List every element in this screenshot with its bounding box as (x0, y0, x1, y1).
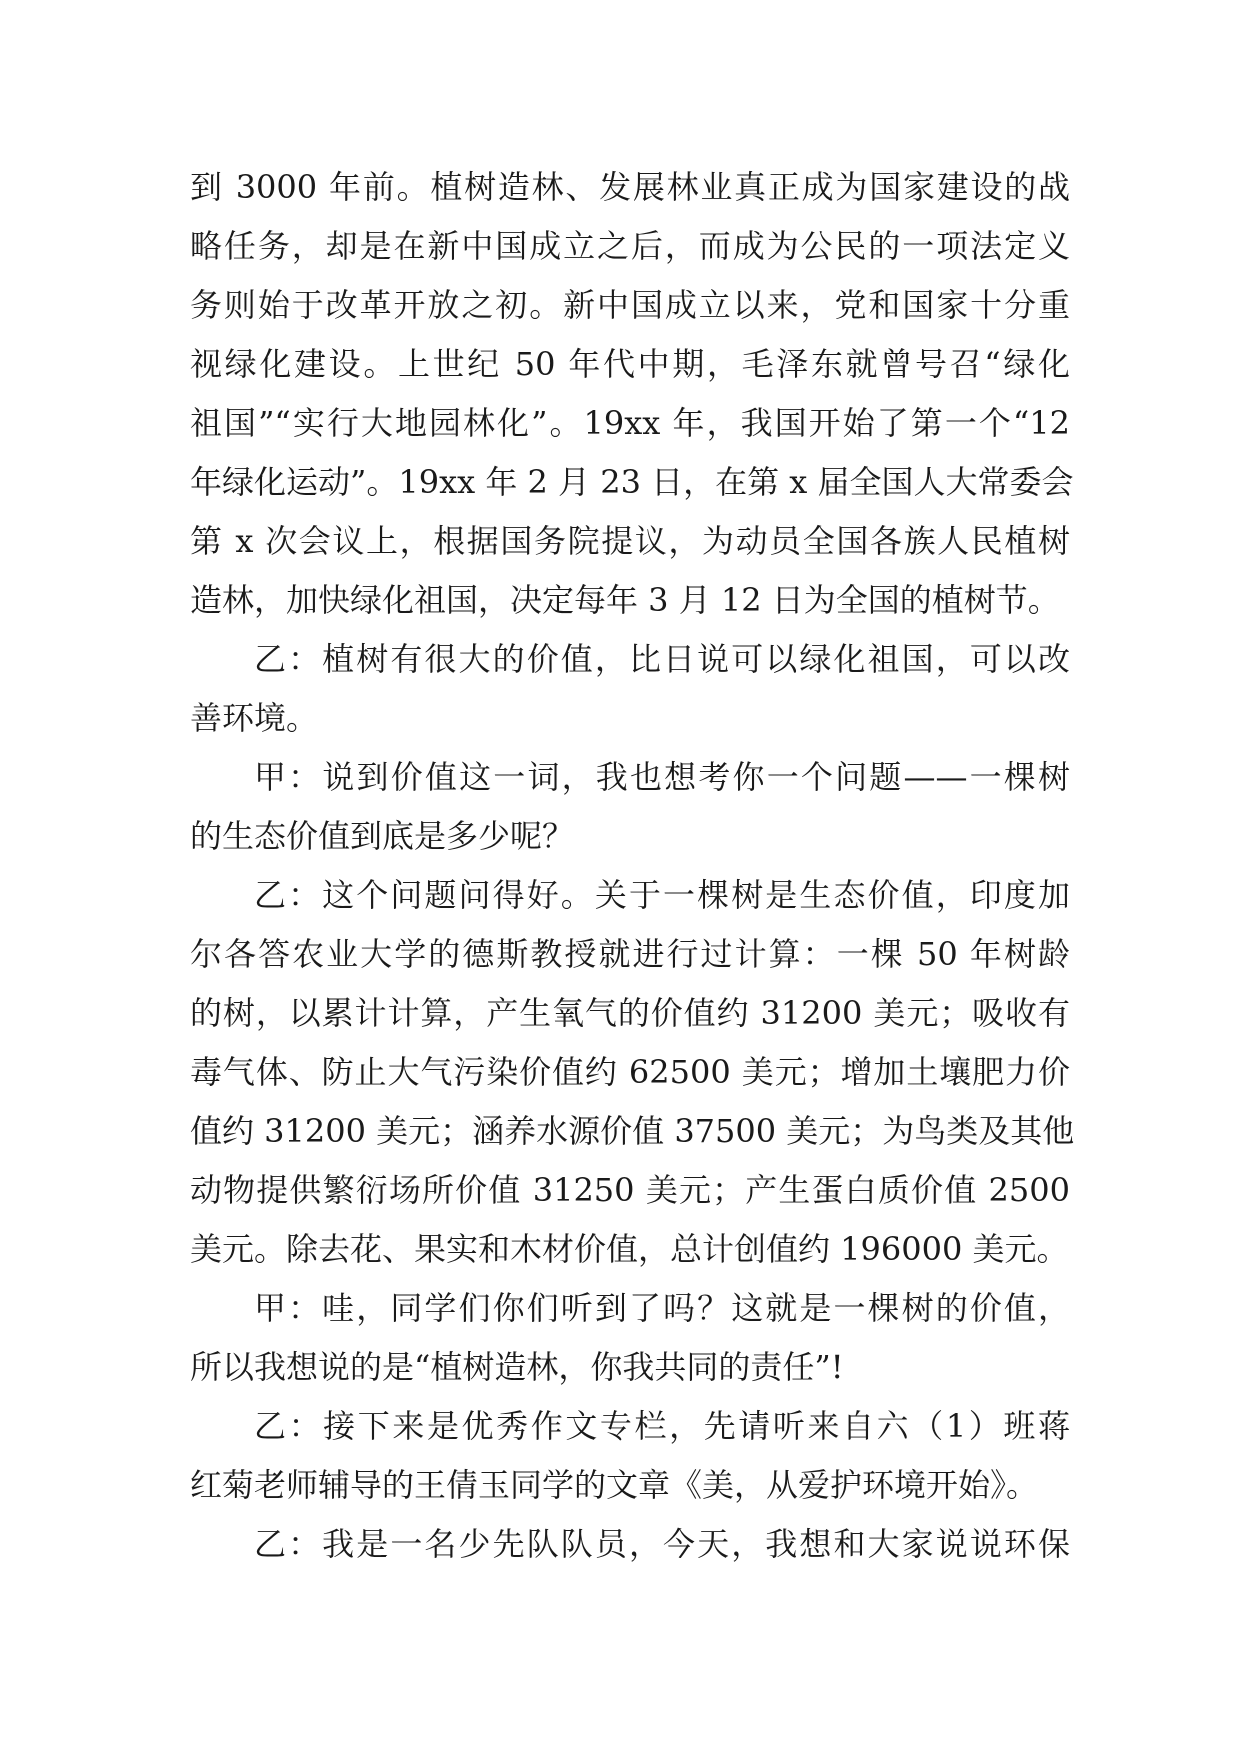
text-line: 值约 31200 美元；涵养水源价值 37500 美元；为鸟类及其他 (190, 1112, 1075, 1150)
text-line: 毒气体、防止大气污染价值约 62500 美元；增加土壤肥力价 (190, 1053, 1070, 1091)
text-line: 第 x 次会议上，根据国务院提议，为动员全国各族人民植树 (190, 522, 1070, 560)
text-line: 的树，以累计计算，产生氧气的价值约 31200 美元；吸收有 (190, 994, 1070, 1032)
text-line: 甲：哇，同学们你们听到了吗？这就是一棵树的价值， (254, 1289, 1070, 1327)
text-line: 到 3000 年前。植树造林、发展林业真正成为国家建设的战 (190, 168, 1070, 206)
text-line: 务则始于改革开放之初。新中国成立以来，党和国家十分重 (190, 286, 1070, 324)
text-line: 甲：说到价值这一词，我也想考你一个问题——一棵树 (254, 758, 1070, 796)
text-line: 年绿化运动”。19xx 年 2 月 23 日，在第 x 届全国人大常委会 (190, 463, 1074, 501)
text-line: 尔各答农业大学的德斯教授就进行过计算：一棵 50 年树龄 (190, 935, 1070, 973)
text-line: 乙：我是一名少先队队员，今天，我想和大家说说环保 (254, 1525, 1070, 1563)
text-line: 略任务，却是在新中国成立之后，而成为公民的一项法定义 (190, 227, 1070, 265)
text-line: 红菊老师辅导的王倩玉同学的文章《美，从爱护环境开始》。 (190, 1466, 1039, 1504)
text-line: 的生态价值到底是多少呢？ (190, 817, 575, 855)
document-body (190, 158, 1075, 1574)
text-line: 乙：这个问题问得好。关于一棵树是生态价值，印度加 (254, 876, 1070, 914)
text-line: 善环境。 (190, 699, 319, 737)
text-line: 造林，加快绿化祖国，决定每年 3 月 12 日为全国的植树节。 (190, 581, 1060, 619)
text-line: 祖国”“实行大地园林化”。19xx 年，我国开始了第一个“12 (190, 404, 1070, 442)
text-line: 视绿化建设。上世纪 50 年代中期，毛泽东就曾号召“绿化 (190, 345, 1070, 383)
text-line: 动物提供繁衍场所价值 31250 美元；产生蛋白质价值 2500 (190, 1171, 1070, 1209)
text-line: 美元。除去花、果实和木材价值，总计创值约 196000 美元。 (190, 1230, 1069, 1268)
text-line: 乙：接下来是优秀作文专栏，先请听来自六（1）班蒋 (254, 1407, 1070, 1445)
text-line: 乙：植树有很大的价值，比日说可以绿化祖国，可以改 (254, 640, 1070, 678)
text-line: 所以我想说的是“植树造林，你我共同的责任”! (190, 1348, 844, 1386)
